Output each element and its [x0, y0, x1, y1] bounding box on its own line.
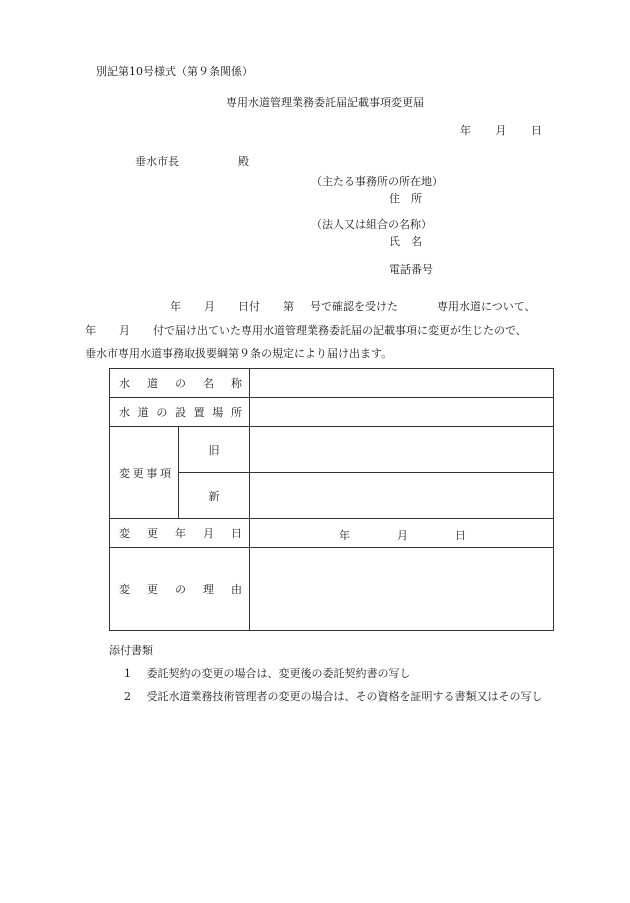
date-month-label: 月 — [495, 124, 507, 137]
field-location[interactable] — [250, 398, 554, 427]
label-old: 旧 — [179, 427, 250, 473]
label-change-date — [110, 519, 250, 548]
label-char: 称 — [231, 377, 242, 390]
body-line-3: 垂水市専用水道事務取扱要綱第９条の規定により届け出ます。 — [85, 347, 393, 360]
label-reason-text — [119, 581, 242, 597]
label-char: 水 — [119, 406, 130, 419]
l1-confirmed: 号で確認を受けた — [310, 300, 398, 313]
label-char: 変 — [119, 527, 130, 540]
label-char: 事 — [146, 466, 158, 480]
attachment-item-2 — [124, 691, 543, 702]
label-change-date-text — [119, 525, 242, 541]
label-changes — [110, 427, 179, 519]
label-reason — [110, 548, 250, 631]
attachment-num-2: 2 — [124, 690, 131, 703]
cd-year: 年 — [339, 529, 350, 542]
cd-month: 月 — [397, 529, 408, 542]
label-char: 年 — [175, 527, 186, 540]
row-old — [110, 427, 554, 473]
l1-number: 第 — [283, 300, 294, 313]
l1-waterworks: 専用水道について、 — [437, 300, 536, 313]
office-location-label: （主たる事務所の所在地） — [311, 175, 443, 188]
attachment-num-1: 1 — [124, 667, 131, 680]
addressee-honorific: 殿 — [238, 155, 249, 168]
label-char: 項 — [159, 466, 171, 480]
field-water-name[interactable] — [250, 369, 554, 398]
row-change-date — [110, 519, 554, 548]
attachments-heading: 添付書類 — [109, 644, 153, 657]
label-char: 変 — [119, 583, 130, 596]
date-year-label: 年 — [460, 124, 471, 137]
addressee-name: 垂水市長 — [135, 155, 179, 168]
label-char: 名 — [203, 377, 214, 390]
label-char: 置 — [193, 406, 205, 419]
attachment-item-1 — [124, 668, 411, 679]
change-form-table — [109, 368, 554, 631]
row-reason — [110, 548, 554, 631]
label-char: 理 — [203, 583, 214, 596]
label-changes-text — [119, 465, 173, 481]
label-new: 新 — [179, 473, 250, 519]
label-char: 更 — [147, 527, 158, 540]
page-title: 専用水道管理業務委託届記載事項変更届 — [226, 96, 424, 109]
field-reason[interactable] — [250, 548, 554, 631]
label-water-name — [110, 369, 250, 398]
l2-month: 月 — [119, 324, 130, 337]
l2-year: 年 — [85, 324, 96, 337]
field-change-date[interactable] — [250, 519, 554, 548]
label-char: 所 — [230, 406, 242, 419]
label-location-text — [119, 404, 242, 420]
label-char: の — [156, 406, 168, 419]
submission-date — [460, 125, 542, 136]
l1-year: 年 — [170, 300, 181, 313]
label-char: 道 — [137, 406, 149, 419]
label-char: 場 — [212, 406, 224, 419]
label-char: 更 — [132, 466, 144, 480]
attachment-text-2: 受託水道業務技術管理者の変更の場合は、その資格を証明する書類又はその写し — [146, 690, 543, 703]
label-water-name-text — [119, 375, 242, 391]
label-char: 由 — [231, 583, 242, 596]
applicant-name-label: 氏 名 — [389, 235, 422, 248]
corp-name-label: （法人又は組合の名称） — [311, 218, 432, 231]
field-new[interactable] — [250, 473, 554, 519]
attachment-text-1: 委託契約の変更の場合は、変更後の委託契約書の写し — [146, 667, 411, 680]
label-char: の — [175, 377, 186, 390]
phone-label: 電話番号 — [389, 263, 433, 276]
l1-month: 月 — [204, 300, 215, 313]
label-char: 月 — [203, 527, 214, 540]
label-char: 道 — [147, 377, 158, 390]
l2-rest: 付で届け出ていた専用水道管理業務委託届の記載事項に変更が生じたので、 — [153, 324, 527, 337]
label-char: 水 — [119, 377, 130, 390]
label-char: 設 — [174, 406, 186, 419]
row-water-name — [110, 369, 554, 398]
l1-date: 日付 — [238, 300, 260, 313]
label-char: 更 — [147, 583, 158, 596]
label-char: 変 — [119, 466, 130, 480]
label-char: の — [175, 583, 186, 596]
form-id: 別記第10号様式（第９条関係） — [96, 65, 253, 78]
cd-day: 日 — [455, 529, 466, 542]
field-old[interactable] — [250, 427, 554, 473]
label-char: 日 — [231, 527, 242, 540]
label-location — [110, 398, 250, 427]
address-label: 住 所 — [389, 192, 422, 205]
row-location — [110, 398, 554, 427]
date-day-label: 日 — [531, 124, 542, 137]
